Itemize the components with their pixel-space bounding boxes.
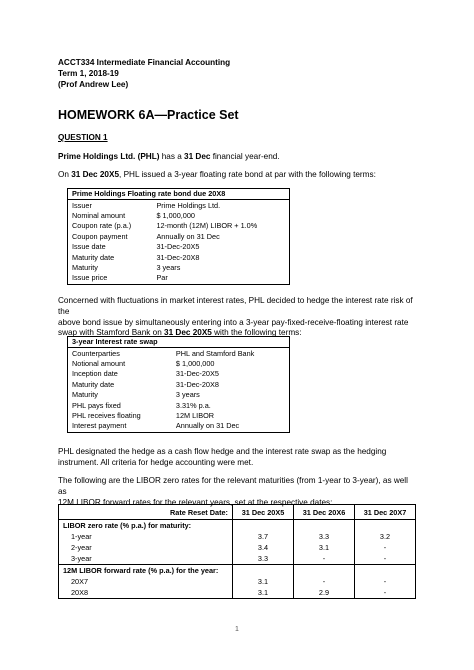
swap-row-value: 3.31% p.a. — [172, 400, 290, 410]
intro-paragraph — [58, 152, 418, 163]
bond-issue-paragraph — [58, 170, 418, 181]
rate-cell: 3.7 — [233, 531, 294, 542]
rate-cell: - — [294, 576, 355, 587]
table-row — [59, 576, 416, 587]
swap-intro-line-1: Concerned with fluctuations in market interest rates, PHL decided to hedge the interest rate risk of the — [58, 296, 413, 316]
forward-rate-section-title: 12M LIBOR forward rate (% p.a.) for the year: — [59, 565, 233, 577]
page-title: HOMEWORK 6A—Practice Set — [58, 108, 239, 122]
swap-row-label: PHL pays fixed — [68, 400, 172, 410]
rate-cell: - — [294, 553, 355, 565]
rates-col-header: 31 Dec 20X7 — [355, 505, 416, 520]
rate-cell: 3.4 — [233, 542, 294, 553]
intro-bold-company: Prime Holdings Ltd. (PHL) — [58, 152, 160, 161]
swap-intro-text: swap with Stamford Bank on — [58, 328, 165, 338]
intro-text-2: financial year-end. — [210, 152, 280, 161]
swap-row-value: Annually on 31 Dec — [172, 421, 290, 432]
zero-rate-maturity: 1-year — [59, 531, 233, 542]
forward-rate-year: 20X8 — [59, 587, 233, 599]
bond-row-label: Issue price — [68, 273, 153, 284]
rates-header-row — [59, 505, 416, 520]
rates-intro-line-2: 12M LIBOR forward rates for the relevant years, set at the respective dates: — [58, 497, 333, 507]
rate-reset-date-label: Rate Reset Date: — [59, 505, 233, 520]
hedge-designation-paragraph — [58, 447, 418, 469]
swap-intro-bold-date: 31 Dec 20X5 — [164, 328, 212, 338]
swap-row-value: 3 years — [172, 390, 290, 400]
bond-row-label: Coupon payment — [68, 232, 153, 242]
rate-cell: - — [355, 542, 416, 553]
bond-row-label: Maturity date — [68, 252, 153, 262]
swap-row-label: Counterparties — [68, 348, 172, 359]
rate-cell: - — [355, 553, 416, 565]
table-row — [59, 587, 416, 599]
bond-row-label: Issue date — [68, 242, 153, 252]
swap-row-value: 31-Dec-20X8 — [172, 380, 290, 390]
table-row — [59, 542, 416, 553]
question-heading: QUESTION 1 — [58, 133, 108, 142]
course-instructor: (Prof Andrew Lee) — [58, 80, 129, 89]
intro-text-1: has a — [159, 152, 185, 161]
swap-row-label: PHL receives floating — [68, 411, 172, 421]
rate-cell: - — [355, 587, 416, 599]
rate-cell: 3.1 — [294, 542, 355, 553]
swap-row-label: Maturity — [68, 390, 172, 400]
swap-row-label: Maturity date — [68, 380, 172, 390]
bond-row-value: 3 years — [152, 263, 289, 273]
swap-table-title: 3-year Interest rate swap — [68, 337, 290, 348]
rate-cell: 2.9 — [294, 587, 355, 599]
bond-terms-table — [67, 188, 290, 285]
table-row — [59, 553, 416, 565]
bond-row-label: Maturity — [68, 263, 153, 273]
zero-rate-section-row — [59, 520, 416, 532]
page-number: 1 — [235, 626, 239, 633]
zero-rate-section-title: LIBOR zero rate (% p.a.) for maturity: — [59, 520, 233, 532]
rate-cell: 3.3 — [294, 531, 355, 542]
intro-bold-date: 31 Dec — [184, 152, 211, 161]
rate-cell: 3.1 — [233, 587, 294, 599]
bond-row-value: 12-month (12M) LIBOR + 1.0% — [152, 221, 289, 231]
bond-row-label: Nominal amount — [68, 211, 153, 221]
forward-rate-year: 20X7 — [59, 576, 233, 587]
hedge-line-2: instrument. All criteria for hedge accounting were met. — [58, 457, 254, 467]
rates-intro-line-1: The following are the LIBOR zero rates for the relevant maturities (from 1-year to 3-year), as well as — [58, 476, 408, 496]
bond-row-value: Annually on 31 Dec — [152, 232, 289, 242]
course-term: Term 1, 2018-19 — [58, 69, 119, 78]
rates-col-header: 31 Dec 20X6 — [294, 505, 355, 520]
rate-cell: 3.2 — [355, 531, 416, 542]
swap-row-value: 12M LIBOR — [172, 411, 290, 421]
rate-cell: 3.1 — [233, 576, 294, 587]
hedge-line-1: PHL designated the hedge as a cash flow hedge and the interest rate swap as the hedging — [58, 447, 387, 456]
swap-row-value: PHL and Stamford Bank — [172, 348, 290, 359]
bond-row-value: $ 1,000,000 — [152, 211, 289, 221]
bond-row-label: Coupon rate (p.a.) — [68, 221, 153, 231]
rates-col-header: 31 Dec 20X5 — [233, 505, 294, 520]
swap-terms-table — [67, 336, 290, 433]
bond-row-label: Issuer — [68, 200, 153, 211]
rate-cell: - — [355, 576, 416, 587]
bond-row-value: Par — [152, 273, 289, 284]
bond-bold-date: 31 Dec 20X5 — [71, 170, 120, 179]
swap-row-label: Interest payment — [68, 421, 172, 432]
zero-rate-maturity: 3-year — [59, 553, 233, 565]
bond-text-0: On — [58, 170, 72, 179]
swap-intro-paragraph — [58, 296, 418, 339]
swap-row-label: Inception date — [68, 369, 172, 379]
swap-intro-line-2: above bond issue by simultaneously entering into a 3-year pay-fixed-receive-floating interest rate — [58, 317, 409, 327]
forward-rate-section-row — [59, 565, 416, 577]
bond-row-value: 31-Dec-20X8 — [152, 252, 289, 262]
swap-row-value: 31-Dec-20X5 — [172, 369, 290, 379]
swap-intro-text-end: with the following terms: — [211, 328, 302, 338]
swap-row-value: $ 1,000,000 — [172, 359, 290, 369]
zero-rate-maturity: 2-year — [59, 542, 233, 553]
rate-cell: 3.3 — [233, 553, 294, 565]
bond-row-value: 31-Dec-20X5 — [152, 242, 289, 252]
table-row — [59, 531, 416, 542]
bond-table-title: Prime Holdings Floating rate bond due 20X8 — [68, 189, 290, 200]
bond-row-value: Prime Holdings Ltd. — [152, 200, 289, 211]
swap-row-label: Notional amount — [68, 359, 172, 369]
course-title: ACCT334 Intermediate Financial Accounting — [58, 58, 231, 67]
libor-rates-table — [58, 504, 416, 599]
bond-text-1: , PHL issued a 3-year floating rate bond at par with the following terms: — [119, 170, 376, 179]
